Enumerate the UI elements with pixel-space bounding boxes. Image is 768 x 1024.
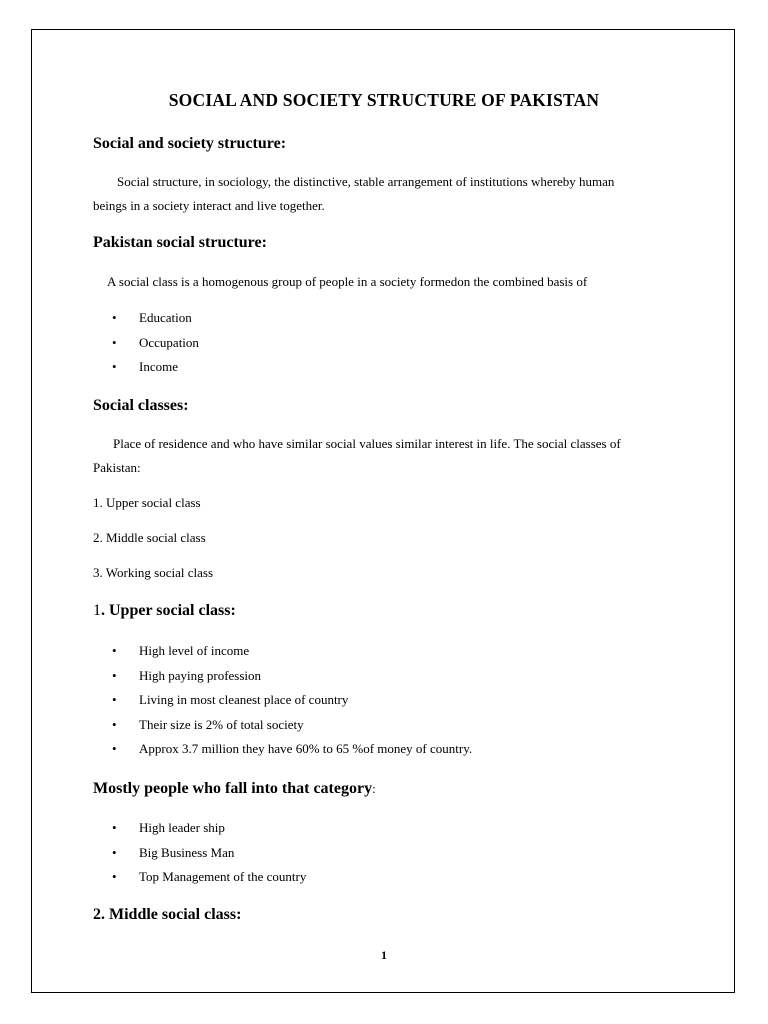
list-item: • Income (112, 359, 199, 384)
heading-mostly-people (93, 780, 376, 798)
heading-social-and-society-structure: Social and society structure: (93, 135, 287, 152)
paragraph-line: Social structure, in sociology, the distinctive, stable arrangement of institutions whereby human (117, 174, 615, 189)
list-item: • Top Management of the country (112, 869, 306, 894)
bullet-list-category (112, 820, 306, 894)
document-title: SOCIAL AND SOCIETY STRUCTURE OF PAKISTAN (168, 90, 600, 110)
heading-social-classes: Social classes: (93, 397, 189, 414)
list-item: • Their size is 2% of total society (112, 717, 472, 742)
bullet-list-social-basis (112, 310, 199, 384)
bullet-list-upper-class (112, 643, 472, 766)
heading-middle-social-class: 2. Middle social class: (93, 906, 242, 923)
heading-suffix: : (372, 781, 376, 796)
list-item: • Approx 3.7 million they have 60% to 65 %of money of country. (112, 741, 472, 766)
list-item: • High leader ship (112, 820, 306, 845)
numbered-item: 1. Upper social class (93, 495, 201, 510)
heading-pakistan-social-structure: Pakistan social structure: (93, 234, 267, 251)
heading-upper-social-class (93, 602, 236, 620)
list-item: • High paying profession (112, 668, 472, 693)
page-number: 1 (381, 948, 387, 962)
list-item: • Occupation (112, 335, 199, 360)
list-item: • Big Business Man (112, 845, 306, 870)
heading-text: Mostly people who fall into that category (93, 780, 373, 797)
heading-text: . Upper social class: (101, 602, 236, 619)
heading-number: 1 (93, 602, 101, 619)
paragraph-line: Place of residence and who have similar social values similar interest in life. The social classes of (113, 436, 621, 451)
paragraph: A social class is a homogenous group of people in a society formedon the combined basis of (107, 274, 588, 289)
numbered-item: 2. Middle social class (93, 530, 206, 545)
list-item: • Living in most cleanest place of country (112, 692, 472, 717)
list-item: • High level of income (112, 643, 472, 668)
paragraph-line: beings in a society interact and live together. (93, 198, 325, 213)
numbered-item: 3. Working social class (93, 565, 214, 580)
list-item: • Education (112, 310, 199, 335)
paragraph-line: Pakistan: (93, 460, 141, 475)
